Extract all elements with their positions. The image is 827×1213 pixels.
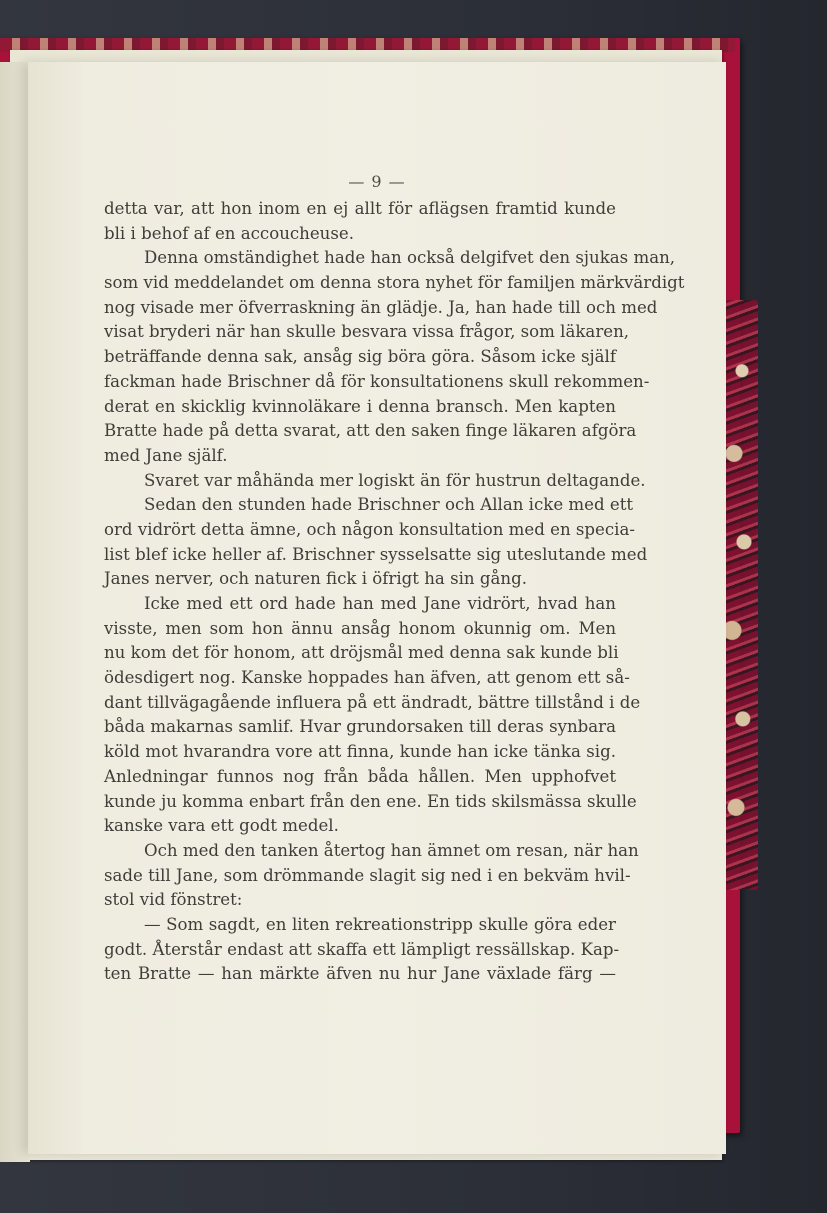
text-line: dant tillvägagående influera på ett ändradt, bättre tillstånd i de [104,692,641,712]
page-number: — 9 — [348,172,406,191]
text-line: Icke med ett ord hade han med Jane vidrört, hvad han [144,594,616,613]
text-line: detta var, att hon inom en ej allt för aflägsen framtid kunde [104,199,616,218]
text-line: nog visade mer öfverraskning än glädje. Ja, han hade till och med [104,297,658,317]
text-line: visste, men som hon ännu ansåg honom okunnig om. Men [104,618,616,638]
text-line: Janes nerver, och naturen fick i öfrigt ha sin gång. [104,569,527,589]
text-line: visat bryderi när han skulle besvara vissa frågor, som läkaren, [104,322,630,342]
text-line: ord vidrört detta ämne, och någon konsultation med en specia- [104,519,635,539]
text-line: sade till Jane, som drömmande slagit sig ned i en bekväm hvil- [104,865,631,885]
text-line: Och med den tanken återtog han ämnet om resan, när han [144,840,639,860]
text-line: derat en skicklig kvinnoläkare i denna bransch. Men kapten [104,396,616,416]
text-line: Svaret var måhända mer logiskt än för hustrun deltagande. [144,470,646,490]
text-line: som vid meddelandet om denna stora nyhet för familjen märkvärdigt [104,273,685,293]
text-line: kanske vara ett godt medel. [104,816,339,836]
facing-page-edge [0,62,30,1162]
text-line: kunde ju komma enbart från den ene. En tids skilsmässa skulle [104,791,637,811]
text-line: bli i behof af en accoucheuse. [104,223,354,243]
text-line: list blef icke heller af. Brischner sysselsatte sig uteslutande med [104,544,648,564]
text-line: godt. Återstår endast att skaffa ett lämpligt ressällskap. Kap- [104,939,620,959]
body-text [104,197,685,987]
text-line: Anledningar funnos nog från båda hållen. Men upphofvet [104,766,616,786]
text-line: med Jane själf. [104,445,228,465]
text-line: båda makarnas samlif. Hvar grundorsaken till deras synbara [104,717,616,737]
text-line: — Som sagdt, en liten rekreationstripp skulle göra eder [144,914,616,934]
text-line: Sedan den stunden hade Brischner och Allan icke med ett [144,495,634,515]
text-line: beträffande denna sak, ansåg sig böra göra. Såsom icke själf [104,347,616,367]
text-line: ödesdigert nog. Kanske hoppades han äfven, att genom ett så- [104,668,630,688]
text-line: köld mot hvarandra vore att finna, kunde han icke tänka sig. [104,742,616,762]
text-line: nu kom det för honom, att dröjsmål med denna sak kunde bli [104,643,619,663]
text-line: stol vid fönstret: [104,890,243,910]
text-line: Bratte hade på detta svarat, att den saken finge läkaren afgöra [104,421,637,441]
text-line: ten Bratte — han märkte äfven nu hur Jane växlade färg — [104,964,616,984]
text-line: fackman hade Brischner då för konsultationens skull rekommen- [104,371,650,391]
text-line: Denna omständighet hade han också delgifvet den sjukas man, [144,248,676,268]
